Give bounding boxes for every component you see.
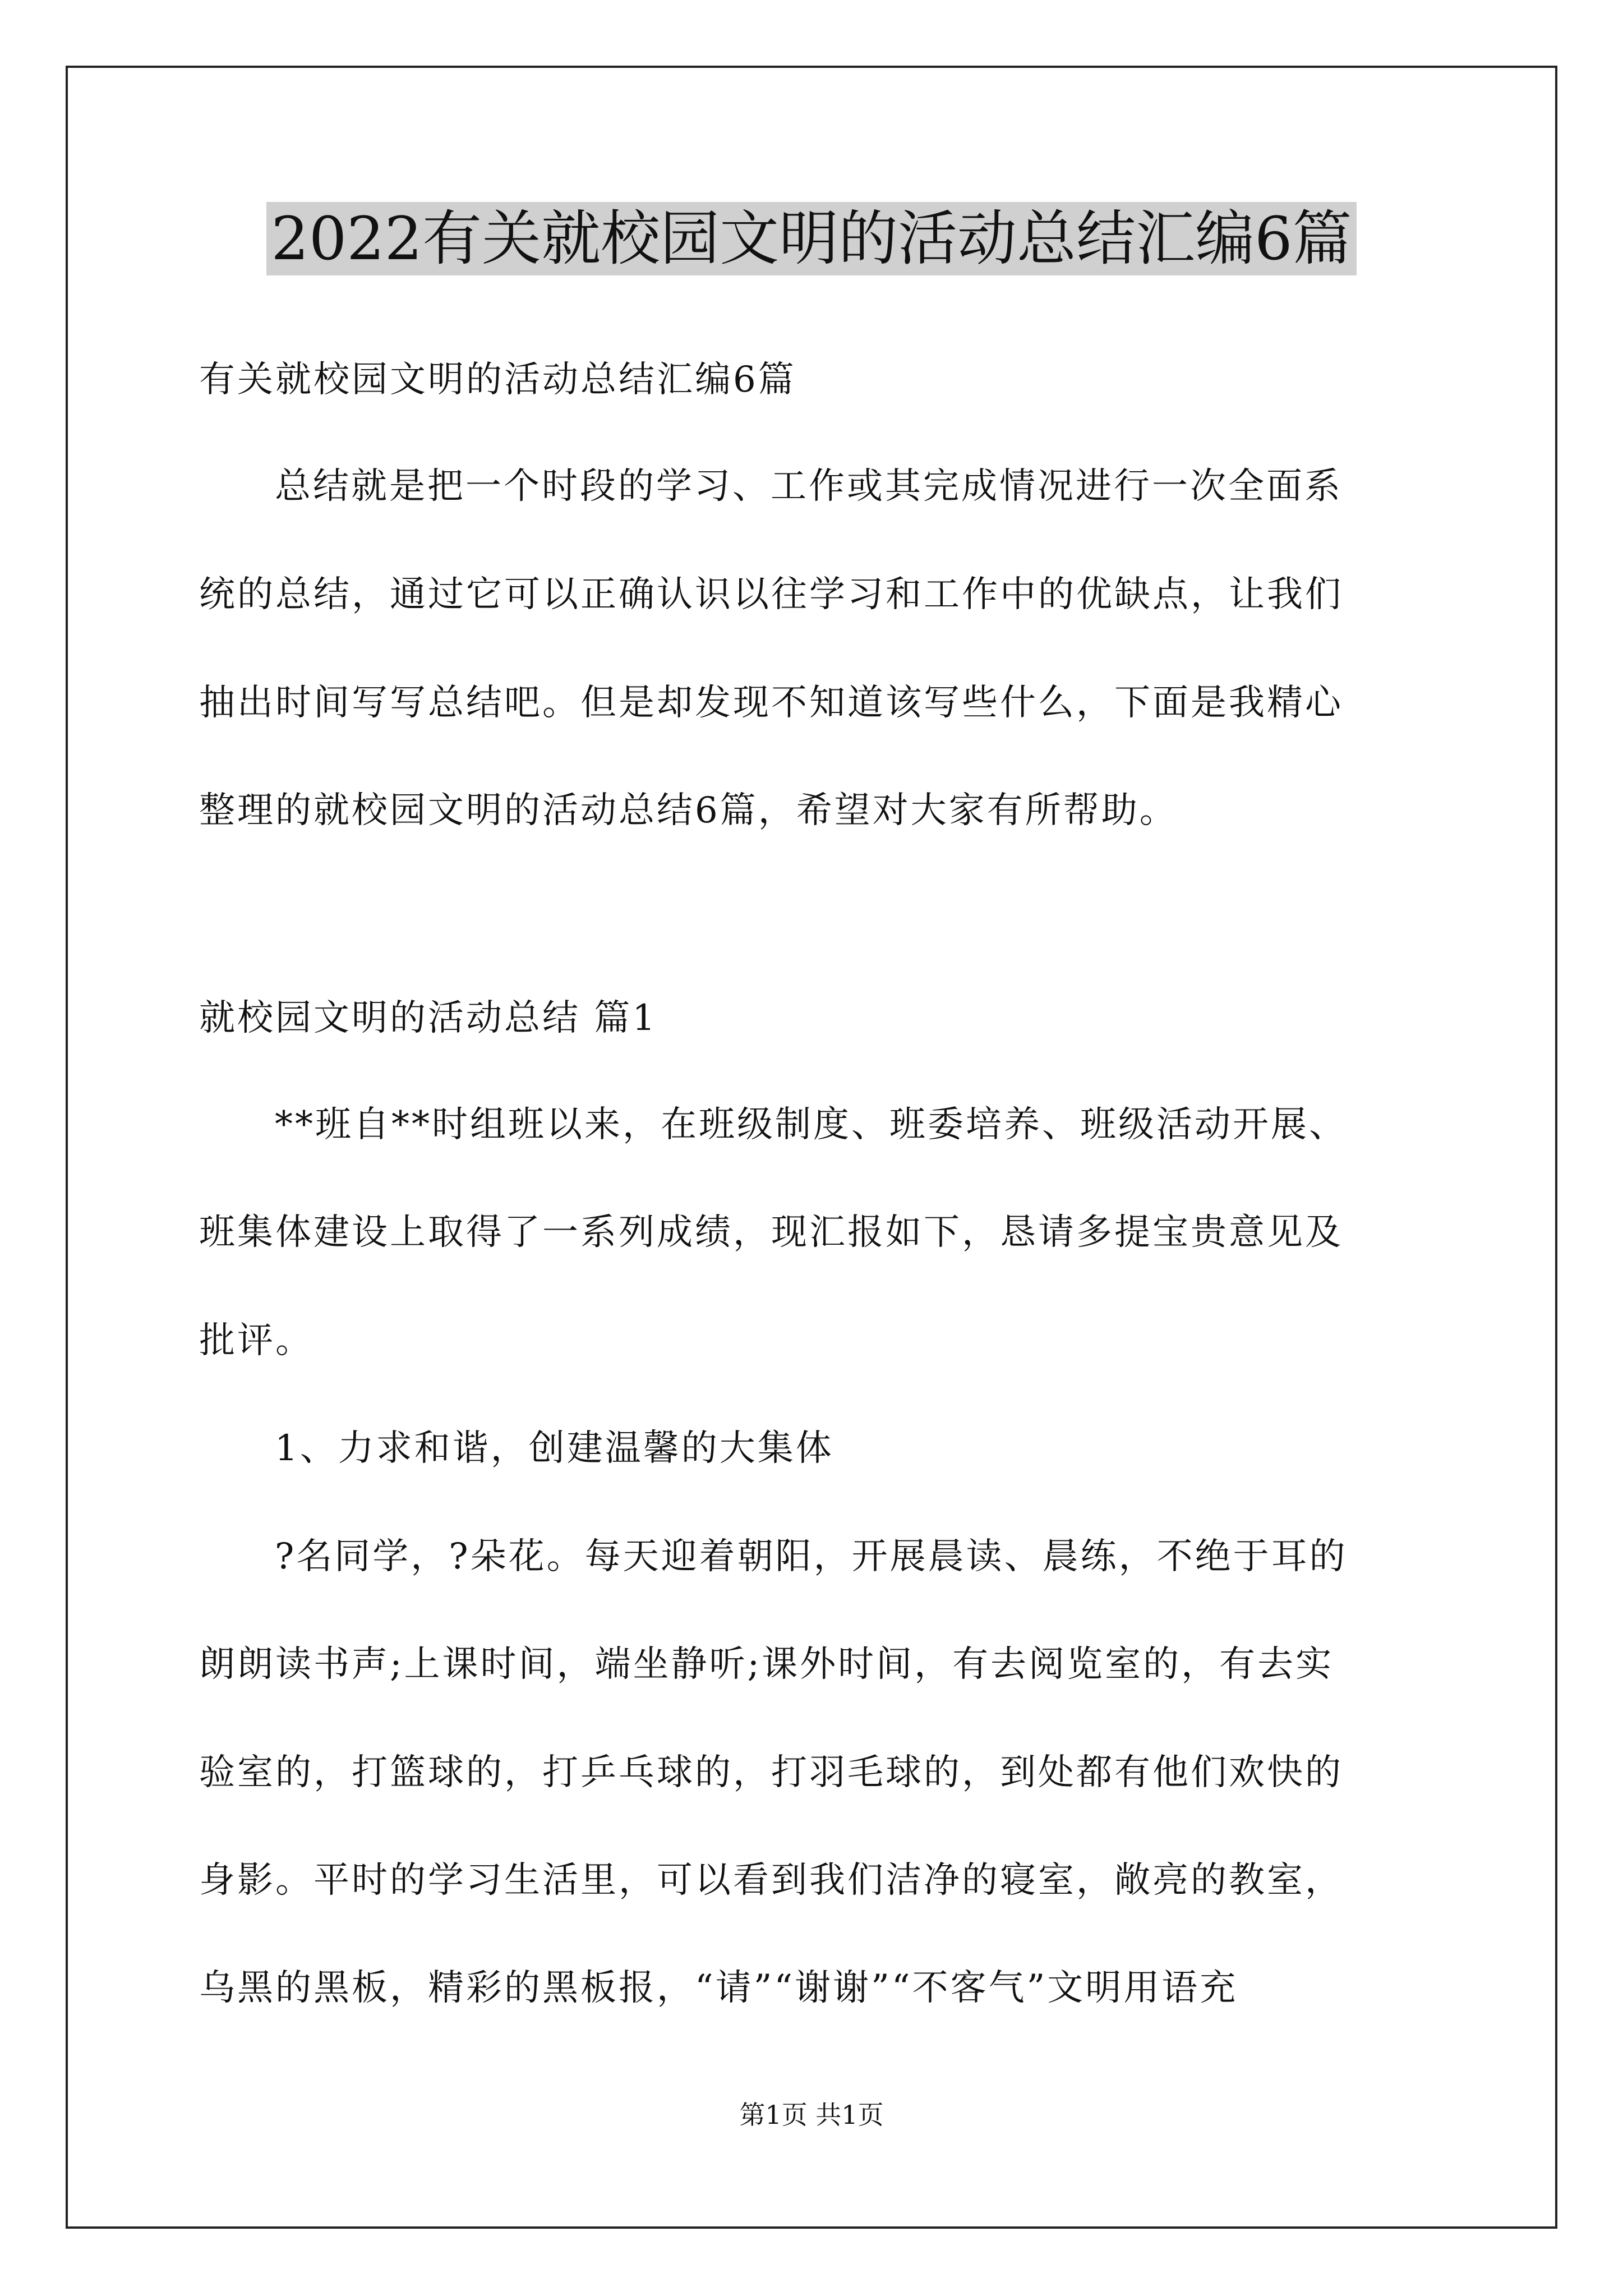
item1-heading: 1、力求和谐，创建温馨的大集体 bbox=[275, 1428, 834, 1469]
para2-line-5: 乌黑的黑板，精彩的黑板报，“请”“谢谢”“不客气”文明用语充 bbox=[199, 1967, 1238, 2009]
para1-line-3: 批评。 bbox=[199, 1320, 313, 1361]
para1-line-1: **班自**时组班以来，在班级制度、班委培养、班级活动开展、 bbox=[275, 1104, 1347, 1145]
section-heading: 就校园文明的活动总结 篇1 bbox=[199, 997, 658, 1039]
document-title bbox=[0, 200, 1623, 278]
document-title-text: 2022有关就校园文明的活动总结汇编6篇 bbox=[266, 202, 1356, 275]
document-subtitle: 有关就校园文明的活动总结汇编6篇 bbox=[199, 359, 796, 401]
intro-line-3: 抽出时间写写总结吧。但是却发现不知道该写些什么，下面是我精心 bbox=[199, 682, 1343, 724]
intro-line-4: 整理的就校园文明的活动总结6篇，希望对大家有所帮助。 bbox=[199, 790, 1178, 831]
page-footer: 第1页 共1页 bbox=[739, 2100, 884, 2130]
para2-line-3: 验室的，打篮球的，打乒乓球的，打羽毛球的，到处都有他们欢快的 bbox=[199, 1752, 1343, 1793]
para2-line-2: 朗朗读书声;上课时间，端坐静听;课外时间，有去阅览室的，有去实 bbox=[199, 1644, 1334, 1685]
intro-line-2: 统的总结，通过它可以正确认识以往学习和工作中的优缺点，让我们 bbox=[199, 574, 1343, 615]
para2-line-4: 身影。平时的学习生活里，可以看到我们洁净的寝室，敞亮的教室， bbox=[199, 1860, 1343, 1901]
para1-line-2: 班集体建设上取得了一系列成绩，现汇报如下，恳请多提宝贵意见及 bbox=[199, 1212, 1343, 1253]
intro-line-1: 总结就是把一个时段的学习、工作或其完成情况进行一次全面系 bbox=[275, 466, 1343, 507]
para2-line-1: ?名同学，?朵花。每天迎着朝阳，开展晨读、晨练，不绝于耳的 bbox=[275, 1536, 1348, 1577]
